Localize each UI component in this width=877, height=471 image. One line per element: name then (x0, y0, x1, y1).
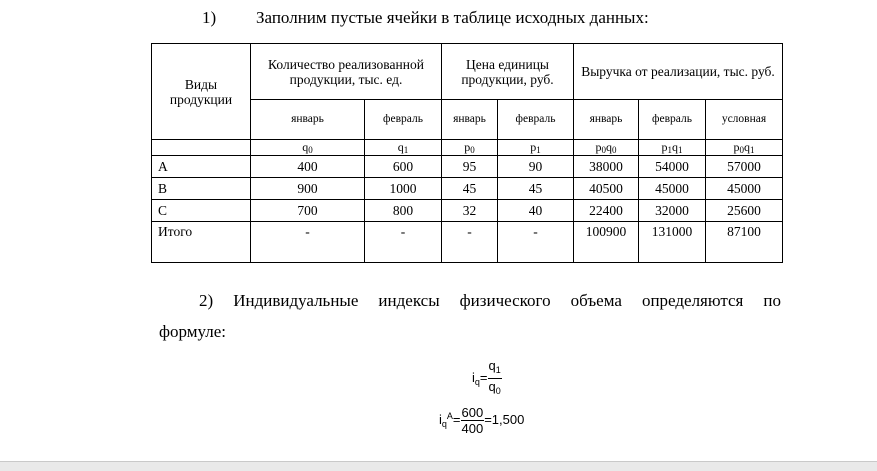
source-data-table (151, 43, 783, 263)
header-month: январь (251, 100, 365, 140)
table-cell: 57000 (706, 156, 783, 178)
table-cell: 700 (251, 200, 365, 222)
symbol-cell: $p_0$ (442, 140, 498, 156)
table-row (152, 178, 783, 200)
table-cell: 131000 (639, 222, 706, 263)
row-label: В (152, 178, 251, 200)
table-cell: - (251, 222, 365, 263)
table-cell: 95 (442, 156, 498, 178)
symbol-cell: $q_0$ (251, 140, 365, 156)
heading-text: Заполним пустые ячейки в таблице исходных данных: (256, 8, 649, 27)
row-label: А (152, 156, 251, 178)
table-cell: 54000 (639, 156, 706, 178)
symbol-cell: $p_1$ (498, 140, 574, 156)
table-cell: 32 (442, 200, 498, 222)
symbol-cell (152, 140, 251, 156)
table-cell: 1000 (365, 178, 442, 200)
page-bottom-edge (0, 461, 877, 471)
section-heading (202, 8, 649, 28)
symbol-cell: $p_0q_1$ (706, 140, 783, 156)
table-cell: 87100 (706, 222, 783, 263)
header-month: февраль (639, 100, 706, 140)
symbol-cell: $p_1q_1$ (639, 140, 706, 156)
table-row-total (152, 222, 783, 263)
table-cell: 45 (498, 178, 574, 200)
table-row (152, 200, 783, 222)
table-cell: - (365, 222, 442, 263)
symbol-cell: $p_0q_0$ (574, 140, 639, 156)
symbol-cell: $q_1$ (365, 140, 442, 156)
table-cell: 90 (498, 156, 574, 178)
table-cell: 45 (442, 178, 498, 200)
heading-number: 1) (202, 8, 217, 27)
table-row (152, 156, 783, 178)
formula-index-a: $i_q^A=$ $\frac{600}{400}$ =1,500 (439, 405, 525, 436)
header-month: условная (706, 100, 783, 140)
formula-index-definition: $i_q=$ $\frac{q_1}{q_0}$ (472, 358, 501, 396)
table-cell: 25600 (706, 200, 783, 222)
table-cell: 38000 (574, 156, 639, 178)
header-month: февраль (498, 100, 574, 140)
table-cell: 800 (365, 200, 442, 222)
table-cell: 900 (251, 178, 365, 200)
header-quantity: Количество реализованной продукции, тыс. ед. (251, 44, 442, 100)
table-cell: - (498, 222, 574, 263)
row-label: С (152, 200, 251, 222)
table-cell: 100900 (574, 222, 639, 263)
table-cell: 45000 (706, 178, 783, 200)
table-cell: 40 (498, 200, 574, 222)
table-cell: 22400 (574, 200, 639, 222)
table-cell: 32000 (639, 200, 706, 222)
table-cell: - (442, 222, 498, 263)
row-label: Итого (152, 222, 251, 263)
header-month: январь (574, 100, 639, 140)
table-cell: 40500 (574, 178, 639, 200)
header-unit-price: Цена единицы продукции, руб. (442, 44, 574, 100)
paragraph-line: 2) Индивидуальные индексы физического объема определяются по (199, 291, 781, 310)
header-month: январь (442, 100, 498, 140)
table-cell: 400 (251, 156, 365, 178)
header-revenue: Выручка от реализации, тыс. руб. (574, 44, 783, 100)
header-month: февраль (365, 100, 442, 140)
table-cell: 45000 (639, 178, 706, 200)
table-cell: 600 (365, 156, 442, 178)
paragraph-line: формуле: (159, 322, 227, 341)
header-product-types: Виды продукции (152, 44, 251, 140)
